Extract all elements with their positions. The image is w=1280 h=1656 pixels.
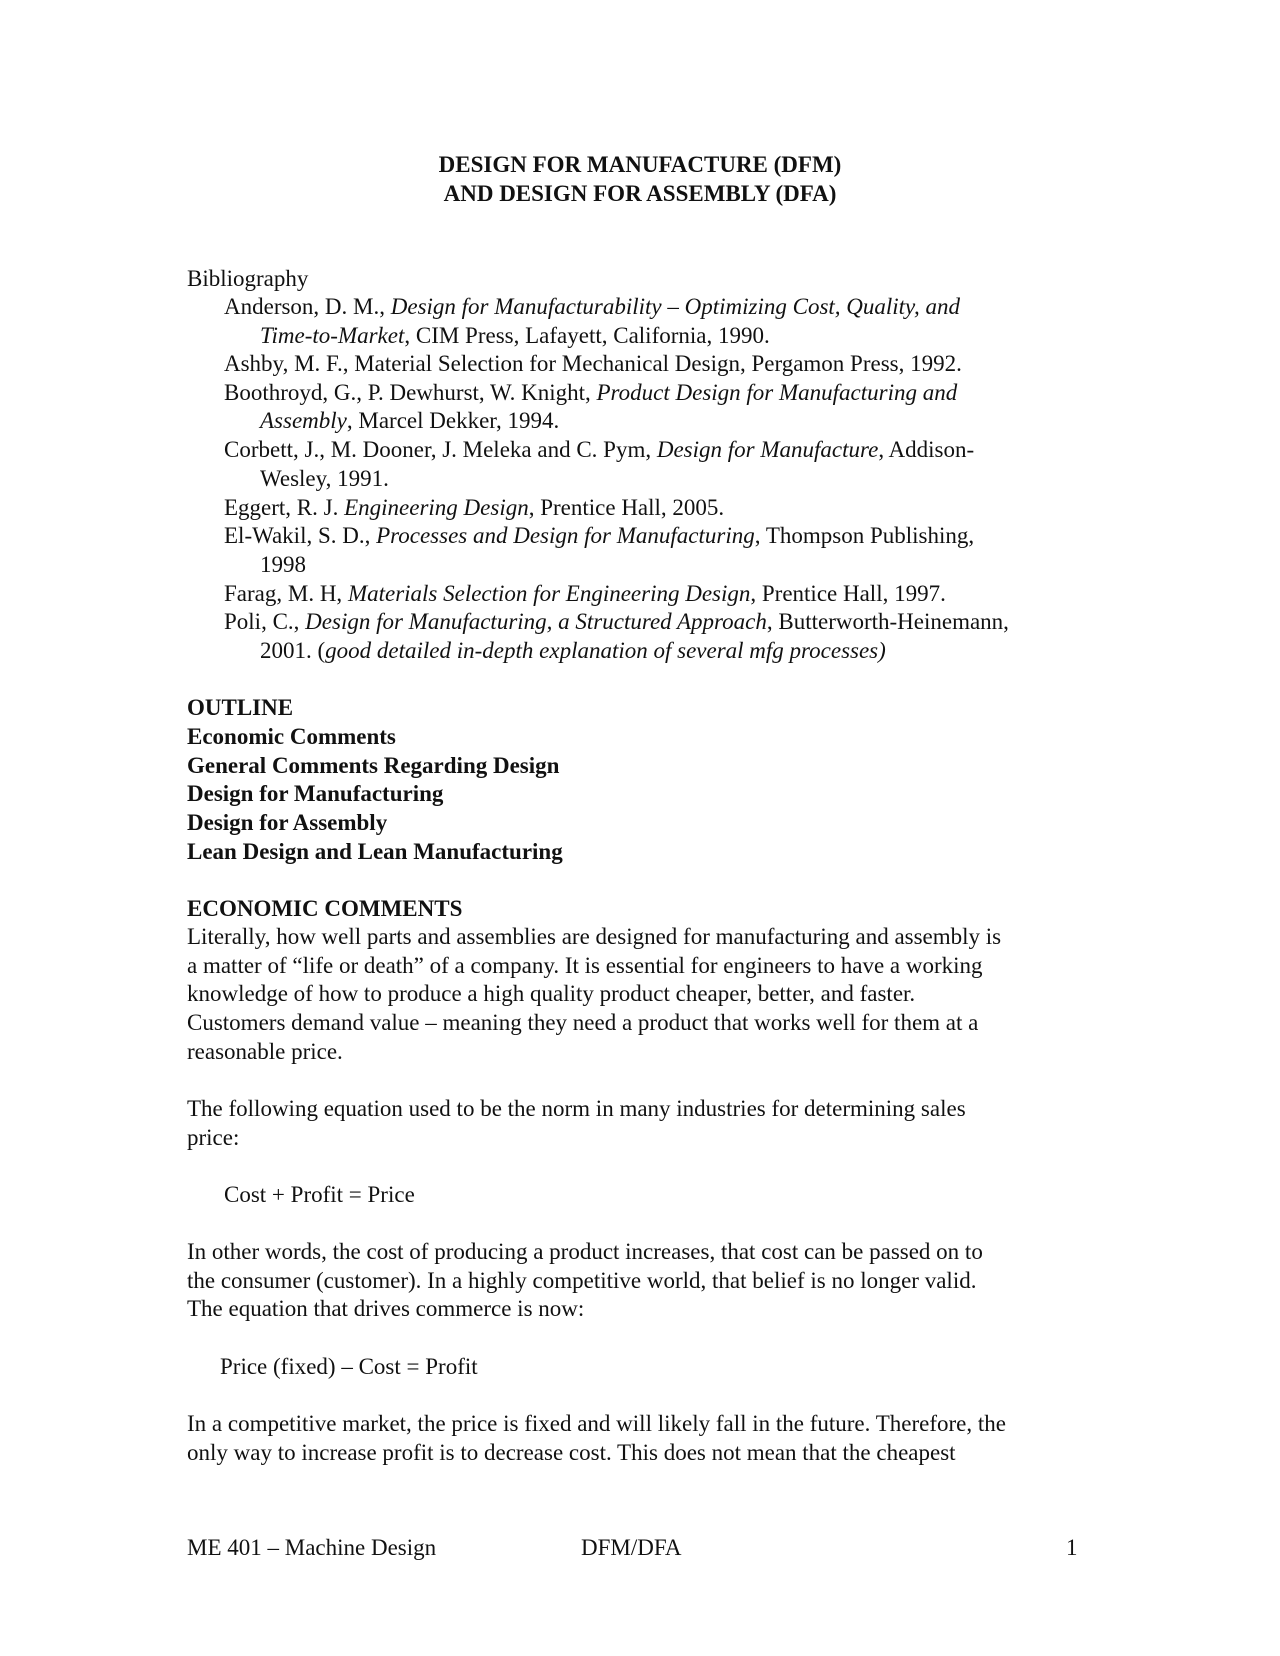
page-title-line-1: DESIGN FOR MANUFACTURE (DFM)	[438, 152, 842, 177]
paragraph-line: Customers demand value – meaning they need a product that works well for them at a	[187, 1010, 979, 1035]
bib-entry-corbett: Corbett, J., M. Dooner, J. Meleka and C. Pym, Design for Manufacture, Addison-	[224, 437, 975, 462]
paragraph-line: knowledge of how to produce a high quality product cheaper, better, and faster.	[187, 981, 916, 1006]
footer-topic: DFM/DFA	[581, 1535, 682, 1560]
bib-entry-farag: Farag, M. H, Materials Selection for Engineering Design, Prentice Hall, 1997.	[224, 581, 946, 606]
bib-entry-ashby: Ashby, M. F., Material Selection for Mechanical Design, Pergamon Press, 1992.	[224, 351, 962, 376]
outline-item: Economic Comments	[187, 724, 396, 749]
outline-item: Design for Manufacturing	[187, 781, 444, 806]
equation-price-cost-profit: Price (fixed) – Cost = Profit	[220, 1354, 478, 1379]
outline-item: Design for Assembly	[187, 810, 388, 835]
bib-entry-el-wakil-cont: 1998	[260, 552, 306, 577]
page-title-line-2: AND DESIGN FOR ASSEMBLY (DFA)	[443, 181, 837, 206]
outline-item: General Comments Regarding Design	[187, 753, 560, 778]
paragraph-line: only way to increase profit is to decrease cost. This does not mean that the cheapest	[187, 1440, 956, 1465]
paragraph-line: a matter of “life or death” of a company. It is essential for engineers to have a working	[187, 953, 983, 978]
paragraph-line: reasonable price.	[187, 1039, 343, 1064]
footer-course: ME 401 – Machine Design	[187, 1535, 437, 1560]
bib-entry-poli: Poli, C., Design for Manufacturing, a Structured Approach, Butterworth-Heinemann,	[224, 609, 1009, 634]
bib-entry-el-wakil: El-Wakil, S. D., Processes and Design for Manufacturing, Thompson Publishing,	[224, 523, 975, 548]
paragraph-line: In other words, the cost of producing a product increases, that cost can be passed on to	[187, 1239, 983, 1264]
paragraph-line: price:	[187, 1125, 240, 1150]
footer-page-number: 1	[1066, 1535, 1078, 1560]
paragraph-line: The equation that drives commerce is now:	[187, 1296, 585, 1321]
paragraph-line: In a competitive market, the price is fixed and will likely fall in the future. Therefore, the	[187, 1411, 1006, 1436]
paragraph-line: The following equation used to be the norm in many industries for determining sales	[187, 1096, 966, 1121]
bib-entry-corbett-cont: Wesley, 1991.	[260, 466, 389, 491]
bib-entry-boothroyd: Boothroyd, G., P. Dewhurst, W. Knight, Product Design for Manufacturing and	[224, 380, 958, 405]
bib-entry-boothroyd-cont: Assembly, Marcel Dekker, 1994.	[260, 408, 560, 433]
paragraph-line: Literally, how well parts and assemblies are designed for manufacturing and assembly is	[187, 924, 1002, 949]
equation-cost-profit-price: Cost + Profit = Price	[224, 1182, 415, 1207]
bib-entry-eggert: Eggert, R. J. Engineering Design, Prentice Hall, 2005.	[224, 495, 725, 520]
bib-entry-poli-cont: 2001. (good detailed in-depth explanation of several mfg processes)	[260, 638, 886, 663]
bib-entry-anderson: Anderson, D. M., Design for Manufacturability – Optimizing Cost, Quality, and	[224, 294, 960, 319]
outline-item: Lean Design and Lean Manufacturing	[187, 839, 563, 864]
outline-heading: OUTLINE	[187, 695, 294, 720]
paragraph-line: the consumer (customer). In a highly competitive world, that belief is no longer valid.	[187, 1268, 977, 1293]
section-heading-economic: ECONOMIC COMMENTS	[187, 896, 463, 921]
bib-entry-anderson-cont: Time-to-Market, CIM Press, Lafayett, California, 1990.	[260, 323, 770, 348]
bibliography-heading: Bibliography	[187, 266, 309, 291]
